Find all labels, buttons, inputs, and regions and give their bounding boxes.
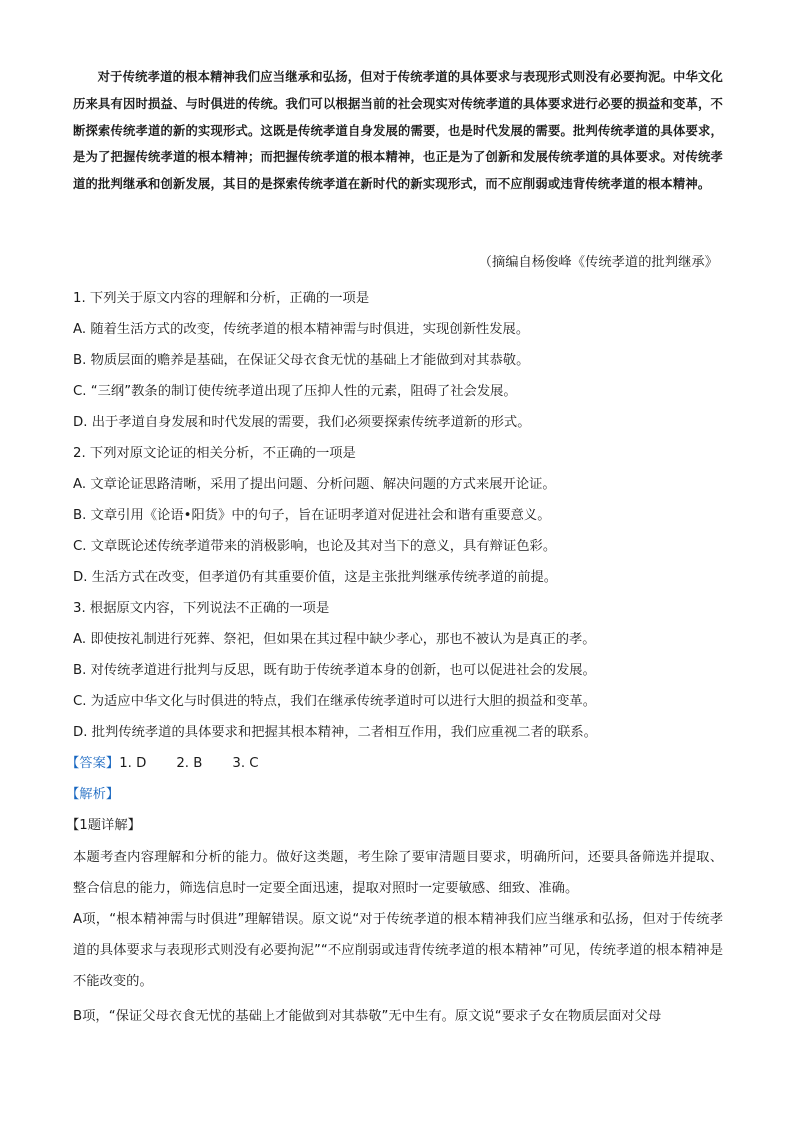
q1-detail-heading: 【1题详解】 xyxy=(66,818,141,833)
passage-source: （摘编自杨俊峰《传统孝道的批判继承》 xyxy=(478,255,718,270)
analysis-paragraph-intro: 本题考查内容理解和分析的能力。做好这类题，考生除了要审清题目要求，明确所问，还要具备筛选并提取、整合信息的能力，筛选信息时一定要全面迅速，提取对照时一定要敏感、细致、准确。 xyxy=(73,850,723,896)
answer-values xyxy=(119,756,288,771)
analysis-paragraph-a: A项，“根本精神需与时俱进”理解错误。原文说“对于传统孝道的根本精神我们应当继承和弘扬，但对于传统孝道的具体要求与表现形式则没有必要拘泥”“不应削弱或违背传统孝道的根本精神”可见，传统孝道的根本精神是不能改变的。 xyxy=(73,912,723,989)
analysis-paragraph-b: B项，“保证父母衣食无忧的基础上才能做到对其恭敬”无中生有。原文说“要求子女在物质层面对父母 xyxy=(73,1009,662,1024)
question-3-option-a: A. 即使按礼制进行死葬、祭祀，但如果在其过程中缺少孝心，那也不被认为是真正的孝。 xyxy=(73,632,596,647)
question-2-option-b: B. 文章引用《论语•阳货》中的句子，旨在证明孝道对促进社会和谐有重要意义。 xyxy=(73,508,551,523)
question-3-option-c: C. 为适应中华文化与时俱进的特点，我们在继承传统孝道时可以进行大胆的损益和变革。 xyxy=(73,694,597,709)
question-1-stem: 1. 下列关于原文内容的理解和分析，正确的一项是 xyxy=(73,291,370,306)
question-2-stem: 2. 下列对原文论证的相关分析，不正确的一项是 xyxy=(73,446,356,461)
question-1-option-c: C. “三纲”教条的制订使传统孝道出现了压抑人性的元素，阻碍了社会发展。 xyxy=(73,384,517,399)
answer-value: 3. C xyxy=(232,756,259,771)
answer-value: 1. D xyxy=(119,756,147,771)
question-3-option-d: D. 批判传统孝道的具体要求和把握其根本精神，二者相互作用，我们应重视二者的联系。 xyxy=(73,725,597,740)
question-2-option-d: D. 生活方式在改变，但孝道仍有其重要价值，这是主张批判继承传统孝道的前提。 xyxy=(73,570,558,585)
question-2-option-c: C. 文章既论述传统孝道带来的消极影响，也论及其对当下的意义，具有辩证色彩。 xyxy=(73,539,557,554)
answer-line xyxy=(66,752,289,771)
question-3-stem: 3. 根据原文内容，下列说法不正确的一项是 xyxy=(73,601,330,616)
question-1-option-a: A. 随着生活方式的改变，传统孝道的根本精神需与时俱进，实现创新性发展。 xyxy=(73,322,530,337)
analysis-tag: 【解析】 xyxy=(66,787,120,802)
question-1-option-b: B. 物质层面的赡养是基础，在保证父母衣食无忧的基础上才能做到对其恭敬。 xyxy=(73,353,530,368)
question-1-option-d: D. 出于孝道自身发展和时代发展的需要，我们必须要探索传统孝道新的形式。 xyxy=(73,415,531,430)
question-2-option-a: A. 文章论证思路清晰，采用了提出问题、分析问题、解决问题的方式来展开论证。 xyxy=(73,477,556,492)
answer-value: 2. B xyxy=(176,756,203,771)
passage-paragraph: 对于传统孝道的根本精神我们应当继承和弘扬，但对于传统孝道的具体要求与表现形式则没有必要拘泥。中华文化历来具有因时损益、与时俱进的传统。我们可以根据当前的社会现实对传统孝道的具体要求进行必要的损益和变革，不断探索传统孝道的新的实现形式。这既是传统孝道自身发展的需要，也是时代发展的需要。批判传统孝道的具体要求，是为了把握传统孝道的根本精神；而把握传统孝道的根本精神，也正是为了创新和发展传统孝道的具体要求。对传统孝道的批判继承和创新发展，其目的是探索传统孝道在新时代的新实现形式，而不应削弱或违背传统孝道的根本精神。 xyxy=(73,69,723,192)
answer-tag: 【答案】 xyxy=(66,756,120,771)
question-3-option-b: B. 对传统孝道进行批判与反思，既有助于传统孝道本身的创新，也可以促进社会的发展。 xyxy=(73,663,596,678)
